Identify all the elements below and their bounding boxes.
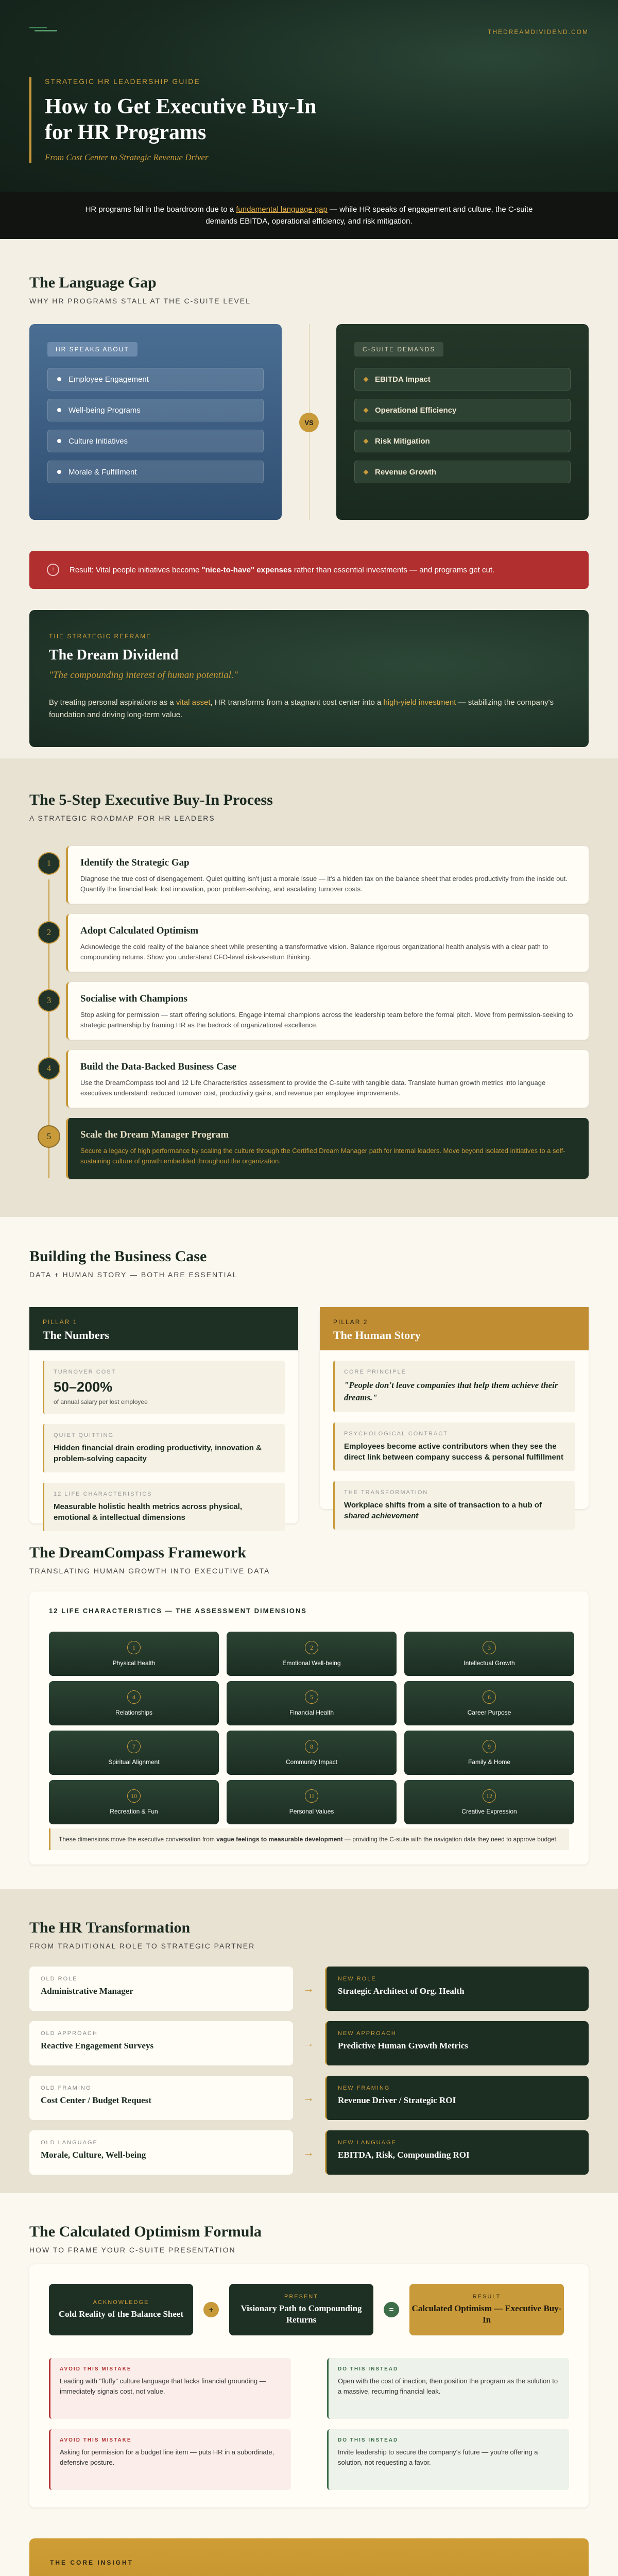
hr-item-label: Employee Engagement	[68, 375, 149, 384]
old-label: OLD FRAMING	[41, 2085, 92, 2091]
formula-label: ACKNOWLEDGE	[93, 2299, 149, 2306]
tile-number: 6	[483, 1690, 496, 1704]
new-label: NEW APPROACH	[338, 2030, 397, 2037]
story-card	[333, 1361, 575, 1412]
old-card	[29, 1967, 293, 2011]
formula-label: RESULT	[472, 2294, 501, 2300]
characteristic-tile	[49, 1731, 219, 1775]
tile-label: Career Purpose	[467, 1709, 511, 1716]
new-card	[325, 2021, 589, 2065]
warning-icon: !	[47, 564, 59, 576]
pillar-tag: PILLAR 2	[333, 1318, 368, 1326]
section-kicker: TRANSLATING HUMAN GROWTH INTO EXECUTIVE DATA	[29, 1567, 270, 1575]
note-bold: vague feelings to measurable development	[216, 1836, 343, 1843]
old-value: Administrative Manager	[41, 1986, 133, 1996]
metric-card	[43, 1361, 285, 1414]
do-card	[327, 2358, 569, 2419]
plus-icon: +	[203, 2302, 219, 2317]
characteristic-tile	[227, 1681, 397, 1725]
optimism-section	[0, 2193, 618, 2576]
section-kicker: FROM TRADITIONAL ROLE TO STRATEGIC PARTNER	[29, 1942, 255, 1950]
tile-label: Physical Health	[112, 1659, 156, 1667]
metric-label: 12 LIFE CHARACTERISTICS	[54, 1491, 152, 1497]
hero	[0, 0, 618, 192]
tile-label: Family & Home	[468, 1758, 510, 1766]
step-title: Build the Data-Backed Business Case	[80, 1061, 236, 1072]
characteristic-tile	[404, 1632, 574, 1676]
step-card-highlight	[66, 1118, 589, 1179]
tile-label: Relationships	[115, 1709, 153, 1716]
reframe-quote: "The compounding interest of human potential."	[49, 670, 238, 681]
old-label: OLD APPROACH	[41, 2030, 98, 2037]
formula-value: Visionary Path to Compounding Returns	[241, 2303, 362, 2325]
characteristic-tile	[227, 1731, 397, 1775]
section-kicker: HOW TO FRAME YOUR C-SUITE PRESENTATION	[29, 2246, 236, 2254]
old-value: Reactive Engagement Surveys	[41, 2041, 154, 2050]
brand-logo[interactable]	[29, 26, 71, 33]
bullet-icon	[57, 377, 61, 381]
step-text: Diagnose the true cost of disengagement. Quiet quitting isn't just a morale issue — it's a hidden tax on the balance sheet that erodes productivity from the inside out. Quantify the financial leak: lost innovation, poor problem-solving, and escalating turnover costs.	[80, 875, 568, 893]
section-title: Building the Business Case	[29, 1248, 207, 1265]
old-value: Morale, Culture, Well-being	[41, 2150, 146, 2160]
hr-item-label: Well-being Programs	[68, 405, 141, 415]
title-line-1: How to Get Executive Buy-In	[45, 95, 317, 118]
story-emphasis: shared achievement	[344, 1512, 419, 1520]
section-title: The DreamCompass Framework	[29, 1544, 247, 1561]
new-card	[325, 1967, 589, 2011]
statement-text: HR programs fail in the boardroom due to a	[85, 205, 236, 214]
tile-number: 3	[483, 1641, 496, 1654]
diamond-icon	[364, 438, 369, 444]
story-card	[333, 1422, 575, 1471]
do-text: Open with the cost of inaction, then position the program as the solution to a massive, recurring financial leak.	[338, 2377, 558, 2395]
diamond-icon	[364, 408, 369, 413]
do-card	[327, 2429, 569, 2490]
do-label: DO THIS INSTEAD	[338, 2366, 399, 2372]
new-value: EBITDA, Risk, Compounding ROI	[338, 2150, 470, 2160]
old-card	[29, 2021, 293, 2065]
story-card	[333, 1481, 575, 1530]
problem-statement	[0, 192, 618, 239]
note-text-end: — providing the C-suite with the navigation data they need to approve budget.	[342, 1836, 558, 1843]
hr-item-label: Culture Initiatives	[68, 436, 128, 446]
hero-eyebrow: STRATEGIC HR LEADERSHIP GUIDE	[45, 77, 200, 86]
transformation-section	[0, 1889, 618, 2193]
tile-number: 1	[127, 1641, 141, 1654]
reframe-text-mid: , HR transforms from a stagnant cost center into a	[210, 698, 384, 707]
step-number: 2	[38, 921, 60, 944]
csuite-item	[354, 368, 571, 391]
old-card	[29, 2076, 293, 2120]
avoid-label: AVOID THIS MISTAKE	[60, 2437, 132, 2443]
bullet-icon	[57, 408, 61, 412]
page-title	[45, 94, 316, 145]
core-insight-card	[29, 2538, 589, 2576]
statement-text-end: — while HR speaks of engagement and culture, the C-suite demands EBITDA, operational efficiency, and risk mitigation.	[205, 205, 533, 226]
characteristic-tile	[49, 1780, 219, 1824]
alert-text: Result: Vital people initiatives become	[70, 565, 202, 574]
section-title: The 5-Step Executive Buy-In Process	[29, 791, 273, 808]
formula-result	[409, 2284, 564, 2335]
old-value: Cost Center / Budget Request	[41, 2095, 152, 2105]
csuite-demands-panel	[336, 324, 589, 520]
step-title: Scale the Dream Manager Program	[80, 1129, 229, 1140]
step-text: Use the DreamCompass tool and 12 Life Characteristics assessment to provide the C-suite with tangible data. Translate human growth metrics into language executives understand: reduced turnover cost, productivity gains, and revenue per employee improvements.	[80, 1079, 546, 1097]
hr-item-label: Morale & Fulfillment	[68, 467, 137, 477]
step-number: 5	[38, 1125, 60, 1148]
characteristic-tile	[404, 1731, 574, 1775]
characteristic-tile	[227, 1780, 397, 1824]
avoid-label: AVOID THIS MISTAKE	[60, 2366, 132, 2372]
story-value: Employees become active contributors when they see the direct link between company success & personal fulfillment	[344, 1442, 563, 1462]
new-card	[325, 2130, 589, 2175]
business-case-section	[0, 1217, 618, 1544]
characteristic-tile	[404, 1681, 574, 1725]
bullet-icon	[57, 470, 61, 474]
story-text: Workplace shifts from a site of transaction to a hub of	[344, 1501, 542, 1510]
pillar-title: The Numbers	[43, 1329, 109, 1342]
pillar-numbers	[29, 1307, 298, 1523]
arrow-right-icon: →	[303, 2146, 314, 2159]
story-label: CORE PRINCIPLE	[344, 1369, 406, 1375]
diamond-icon	[364, 377, 369, 382]
tile-label: Creative Expression	[461, 1808, 517, 1815]
metric-label: QUIET QUITTING	[54, 1432, 114, 1438]
section-title: The Language Gap	[29, 274, 157, 291]
reframe-highlight: vital asset	[176, 698, 211, 707]
story-value	[344, 1500, 566, 1521]
characteristic-tile	[49, 1681, 219, 1725]
tile-label: Intellectual Growth	[464, 1659, 515, 1667]
step-card	[66, 982, 589, 1040]
transformation-row	[29, 2076, 589, 2120]
result-alert	[29, 551, 589, 589]
step-number: 3	[38, 989, 60, 1012]
metric-card	[43, 1483, 285, 1531]
arrow-right-icon: →	[303, 2037, 314, 2049]
tile-number: 10	[127, 1789, 141, 1803]
story-quote: "People don't leave companies that help them achieve their dreams."	[344, 1380, 558, 1402]
formula-acknowledge	[49, 2284, 193, 2335]
insight-label: THE CORE INSIGHT	[50, 2559, 134, 2566]
transformation-row	[29, 2130, 589, 2175]
story-label: THE TRANSFORMATION	[344, 1489, 428, 1496]
formula-present	[229, 2284, 373, 2335]
formula-value: Calculated Optimism — Executive Buy-In	[411, 2303, 562, 2325]
gap-comparison	[29, 324, 589, 525]
csuite-item	[354, 430, 571, 452]
equals-icon: =	[384, 2302, 399, 2317]
step-card	[66, 914, 589, 972]
avoid-card	[49, 2358, 291, 2419]
new-label: NEW FRAMING	[338, 2085, 390, 2091]
step-title: Adopt Calculated Optimism	[80, 925, 199, 936]
tile-number: 5	[305, 1690, 318, 1704]
step-card	[66, 1050, 589, 1108]
tile-label: Spiritual Alignment	[108, 1758, 160, 1766]
tile-label: Recreation & Fun	[110, 1808, 158, 1815]
new-value: Revenue Driver / Strategic ROI	[338, 2095, 456, 2105]
step-text: Acknowledge the cold reality of the balance sheet while presenting a transformative vision. Balance rigorous organizational health analysis with a clear path to compounding returns. Show you understand CFO-level risk-vs-return thinking.	[80, 943, 548, 961]
old-label: OLD ROLE	[41, 1976, 78, 1982]
box-title: 12 LIFE CHARACTERISTICS — THE ASSESSMENT DIMENSIONS	[49, 1607, 307, 1615]
formula-box	[29, 2264, 589, 2507]
step-card	[66, 846, 589, 904]
csuite-item-label: Risk Mitigation	[375, 436, 430, 446]
metric-label: TURNOVER COST	[54, 1369, 116, 1375]
new-label: NEW LANGUAGE	[338, 2140, 397, 2146]
new-label: NEW ROLE	[338, 1976, 376, 1982]
transformation-row	[29, 1967, 589, 2011]
tile-label: Personal Values	[289, 1808, 334, 1815]
step-text: Secure a legacy of high performance by scaling the culture through the Certified Dream Manager path for internal leaders. Move beyond isolated initiatives to a self-sustaining culture of growth embedded throughout the organization.	[80, 1147, 565, 1165]
characteristic-tile	[227, 1632, 397, 1676]
reframe-highlight: high-yield investment	[383, 698, 456, 707]
story-label: PSYCHOLOGICAL CONTRACT	[344, 1431, 448, 1437]
section-kicker: DATA + HUMAN STORY — BOTH ARE ESSENTIAL	[29, 1270, 238, 1279]
metric-value: Measurable holistic health metrics across physical, emotional & intellectual dimensions	[54, 1502, 242, 1522]
process-section	[0, 758, 618, 1217]
do-label: DO THIS INSTEAD	[338, 2437, 399, 2443]
avoid-text: Leading with "fluffy" culture language that lacks financial grounding — immediately signals cost, not value.	[60, 2377, 266, 2395]
tile-label: Financial Health	[289, 1709, 334, 1716]
hr-item	[47, 430, 264, 452]
metric-sub: of annual salary per lost employee	[54, 1398, 148, 1405]
characteristic-tile	[49, 1632, 219, 1676]
new-card	[325, 2076, 589, 2120]
new-value: Strategic Architect of Org. Health	[338, 1986, 465, 1996]
csuite-item-label: Revenue Growth	[375, 467, 437, 477]
transformation-row	[29, 2021, 589, 2065]
tile-number: 4	[127, 1690, 141, 1704]
hr-panel-label: HR SPEAKS ABOUT	[47, 342, 138, 357]
step-text: Stop asking for permission — start offering solutions. Engage internal champions across the leadership team before the formal pitch. Move from permission-seeking to strategic partnership by framing HR as the bedrock of organizational excellence.	[80, 1011, 573, 1029]
tile-number: 8	[305, 1740, 318, 1753]
framework-note	[49, 1828, 569, 1850]
reframe-text-end: — stabilizing the company's foundation and driving long-term value.	[49, 698, 554, 719]
step-title: Identify the Strategic Gap	[80, 857, 190, 868]
old-card	[29, 2130, 293, 2175]
formula-label: PRESENT	[284, 2294, 318, 2300]
formula-value: Cold Reality of the Balance Sheet	[58, 2309, 184, 2319]
do-text: Invite leadership to secure the company's future — you're offering a solution, not requesting a favor.	[338, 2448, 538, 2466]
alert-bold: "nice-to-have" expenses	[201, 565, 292, 574]
tile-number: 7	[127, 1740, 141, 1753]
tile-label: Emotional Well-being	[282, 1659, 341, 1667]
bullet-icon	[57, 439, 61, 443]
section-title: The HR Transformation	[29, 1919, 191, 1936]
language-gap-section	[0, 239, 618, 758]
title-line-2: for HR Programs	[45, 121, 207, 144]
reframe-eyebrow: THE STRATEGIC REFRAME	[49, 633, 152, 640]
metric-value: Hidden financial drain eroding productivity, innovation & problem-solving capacity	[54, 1444, 262, 1463]
section-title: The Calculated Optimism Formula	[29, 2223, 262, 2240]
metric-card	[43, 1424, 285, 1472]
step-number: 1	[38, 852, 60, 875]
hr-item	[47, 399, 264, 421]
reframe-body	[49, 697, 564, 721]
avoid-card	[49, 2429, 291, 2490]
hr-item	[47, 461, 264, 483]
characteristic-tile	[404, 1780, 574, 1824]
tile-number: 11	[305, 1789, 318, 1803]
diamond-icon	[364, 469, 369, 474]
hero-heading-block	[29, 77, 316, 163]
pillar-header	[320, 1307, 589, 1350]
csuite-item-label: EBITDA Impact	[375, 375, 431, 384]
tile-label: Community Impact	[285, 1758, 338, 1766]
reframe-text: By treating personal aspirations as a	[49, 698, 176, 707]
hero-subtitle: From Cost Center to Strategic Revenue Driver	[45, 152, 209, 162]
section-kicker: WHY HR PROGRAMS STALL AT THE C-SUITE LEVEL	[29, 297, 251, 305]
tile-number: 12	[483, 1789, 496, 1803]
old-label: OLD LANGUAGE	[41, 2140, 98, 2146]
characteristics-box	[29, 1591, 589, 1865]
vs-badge: VS	[299, 413, 319, 432]
avoid-text: Asking for permission for a budget line item — puts HR in a subordinate, defensive posture.	[60, 2448, 274, 2466]
alert-text-end: rather than essential investments — and programs get cut.	[291, 565, 495, 574]
tile-number: 9	[483, 1740, 496, 1753]
arrow-right-icon: →	[303, 2091, 314, 2104]
arrow-right-icon: →	[303, 1982, 314, 1995]
csuite-item	[354, 399, 571, 421]
metric-value: 50–200%	[54, 1379, 113, 1395]
pillar-title: The Human Story	[333, 1329, 421, 1342]
new-value: Predictive Human Growth Metrics	[338, 2041, 468, 2050]
reframe-title: The Dream Dividend	[49, 647, 179, 663]
tile-number: 2	[305, 1641, 318, 1654]
framework-section	[0, 1544, 618, 1889]
section-kicker: A STRATEGIC ROADMAP FOR HR LEADERS	[29, 814, 215, 822]
pillar-tag: PILLAR 1	[43, 1318, 78, 1326]
step-number: 4	[38, 1057, 60, 1080]
csuite-item	[354, 461, 571, 483]
site-link[interactable]: THEDREAMDIVIDEND.COM	[487, 28, 589, 36]
pillar-human-story	[320, 1307, 589, 1520]
csuite-panel-label: C-SUITE DEMANDS	[354, 342, 443, 357]
hr-speaks-panel	[29, 324, 282, 520]
statement-highlight: fundamental language gap	[236, 205, 328, 214]
hr-item	[47, 368, 264, 391]
strategic-reframe-card	[29, 610, 589, 747]
csuite-item-label: Operational Efficiency	[375, 405, 457, 415]
pillar-header	[29, 1307, 298, 1350]
step-title: Socialise with Champions	[80, 993, 187, 1004]
note-text: These dimensions move the executive conversation from	[59, 1836, 217, 1843]
